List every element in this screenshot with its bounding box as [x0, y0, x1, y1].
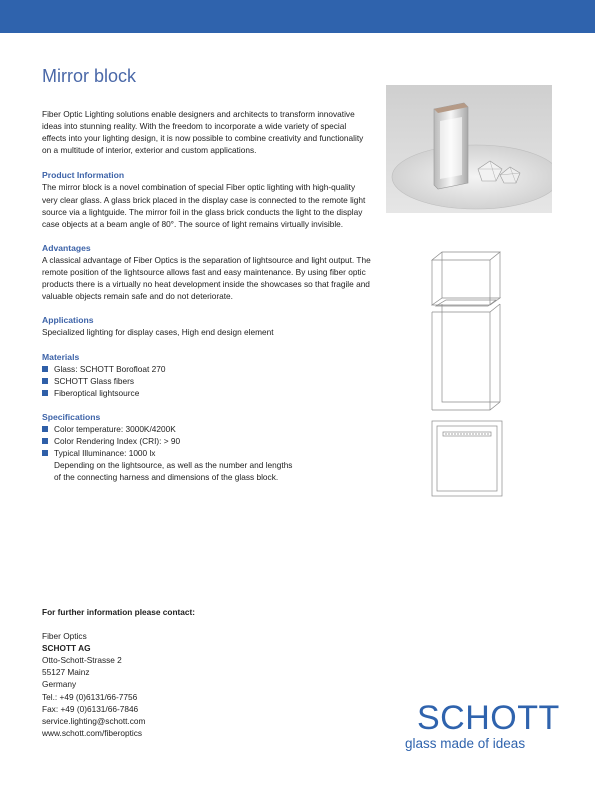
specifications-note-line1: Depending on the lightsource, as well as the number and lengths: [54, 460, 293, 471]
section-text: Specialized lighting for display cases, High end design element: [42, 327, 274, 338]
glass-block-drawing: [431, 420, 503, 497]
applications-section: [42, 314, 372, 338]
section-heading: Specifications: [42, 411, 101, 422]
product-information-section: [42, 169, 372, 229]
contact-email: service.lighting@schott.com: [42, 715, 146, 726]
contact-web: www.schott.com/fiberoptics: [42, 727, 143, 738]
bullet-square-icon: [42, 366, 48, 372]
bullet-square-icon: [42, 450, 48, 456]
contact-block: [42, 606, 195, 739]
contact-country: Germany: [42, 679, 77, 690]
list-item: SCHOTT Glass fibers: [42, 375, 372, 387]
contact-heading: For further information please contact:: [42, 607, 196, 617]
section-heading: Product Information: [42, 170, 125, 181]
list-item: Typical Illuminance: 1000 lx: [42, 447, 372, 459]
bullet-square-icon: [42, 426, 48, 432]
page-title: Mirror block: [42, 66, 137, 86]
section-heading: Materials: [42, 351, 80, 362]
list-item: Glass: SCHOTT Borofloat 270: [42, 363, 372, 375]
advantages-section: [42, 242, 372, 302]
schott-logo: [405, 700, 570, 755]
list-item: Fiberoptical lightsource: [42, 387, 372, 399]
list-item: Color temperature: 3000K/4200K: [42, 423, 372, 435]
logo-wordmark: SCHOTT: [417, 699, 560, 737]
contact-city: 55127 Mainz: [42, 667, 90, 678]
section-text: A classical advantage of Fiber Optics is the separation of lightsource and light output. The remote position of the lightsource allows fast and easy maintenance. By using fiber optic products there is a virtually no heat development inside the showcases so that fragile and valuable objects remain safe and do not deteriorate.: [42, 254, 371, 302]
bullet-square-icon: [42, 438, 48, 444]
display-case-drawing: [420, 250, 510, 415]
materials-section: [42, 351, 372, 399]
section-heading: Advantages: [42, 242, 91, 253]
contact-dept: Fiber Optics: [42, 631, 87, 642]
specifications-list: [42, 423, 372, 459]
intro-paragraph: Fiber Optic Lighting solutions enable designers and architects to transform innovative ideas into stunning reality. With the freedom to incorporate a wide variety of special effects into your lighting design, it is now possible to combine creativity and functionality on a multitude of interior, exterior and custom applications.: [42, 109, 364, 156]
section-heading: Applications: [42, 315, 94, 326]
section-text: The mirror block is a novel combination of special Fiber optic lighting with high-quality very clear glass. A glass brick placed in the display case is connected to the remote light source via a lightguide. The mirror foil in the glass brick conducts the light to the display case objects at a beam angle of 80°. The source of light remains virtually invisible.: [42, 182, 366, 229]
bullet-square-icon: [42, 390, 48, 396]
header-bar: [0, 0, 595, 33]
main-text: [42, 108, 372, 495]
list-item: Color Rendering Index (CRI): > 90: [42, 435, 372, 447]
bullet-square-icon: [42, 378, 48, 384]
contact-fax: Fax: +49 (0)6131/66-7846: [42, 703, 139, 714]
specifications-note-line2: of the connecting harness and dimensions of the glass block.: [54, 472, 279, 483]
contact-company: SCHOTT AG: [42, 643, 91, 654]
print-code: [563, 537, 573, 662]
product-photo: [386, 85, 552, 213]
materials-list: [42, 363, 372, 399]
logo-tagline: glass made of ideas: [405, 736, 526, 751]
contact-tel: Tel.: +49 (0)6131/66-7756: [42, 691, 138, 702]
contact-street: Otto-Schott-Strasse 2: [42, 655, 122, 666]
specifications-section: [42, 411, 372, 484]
